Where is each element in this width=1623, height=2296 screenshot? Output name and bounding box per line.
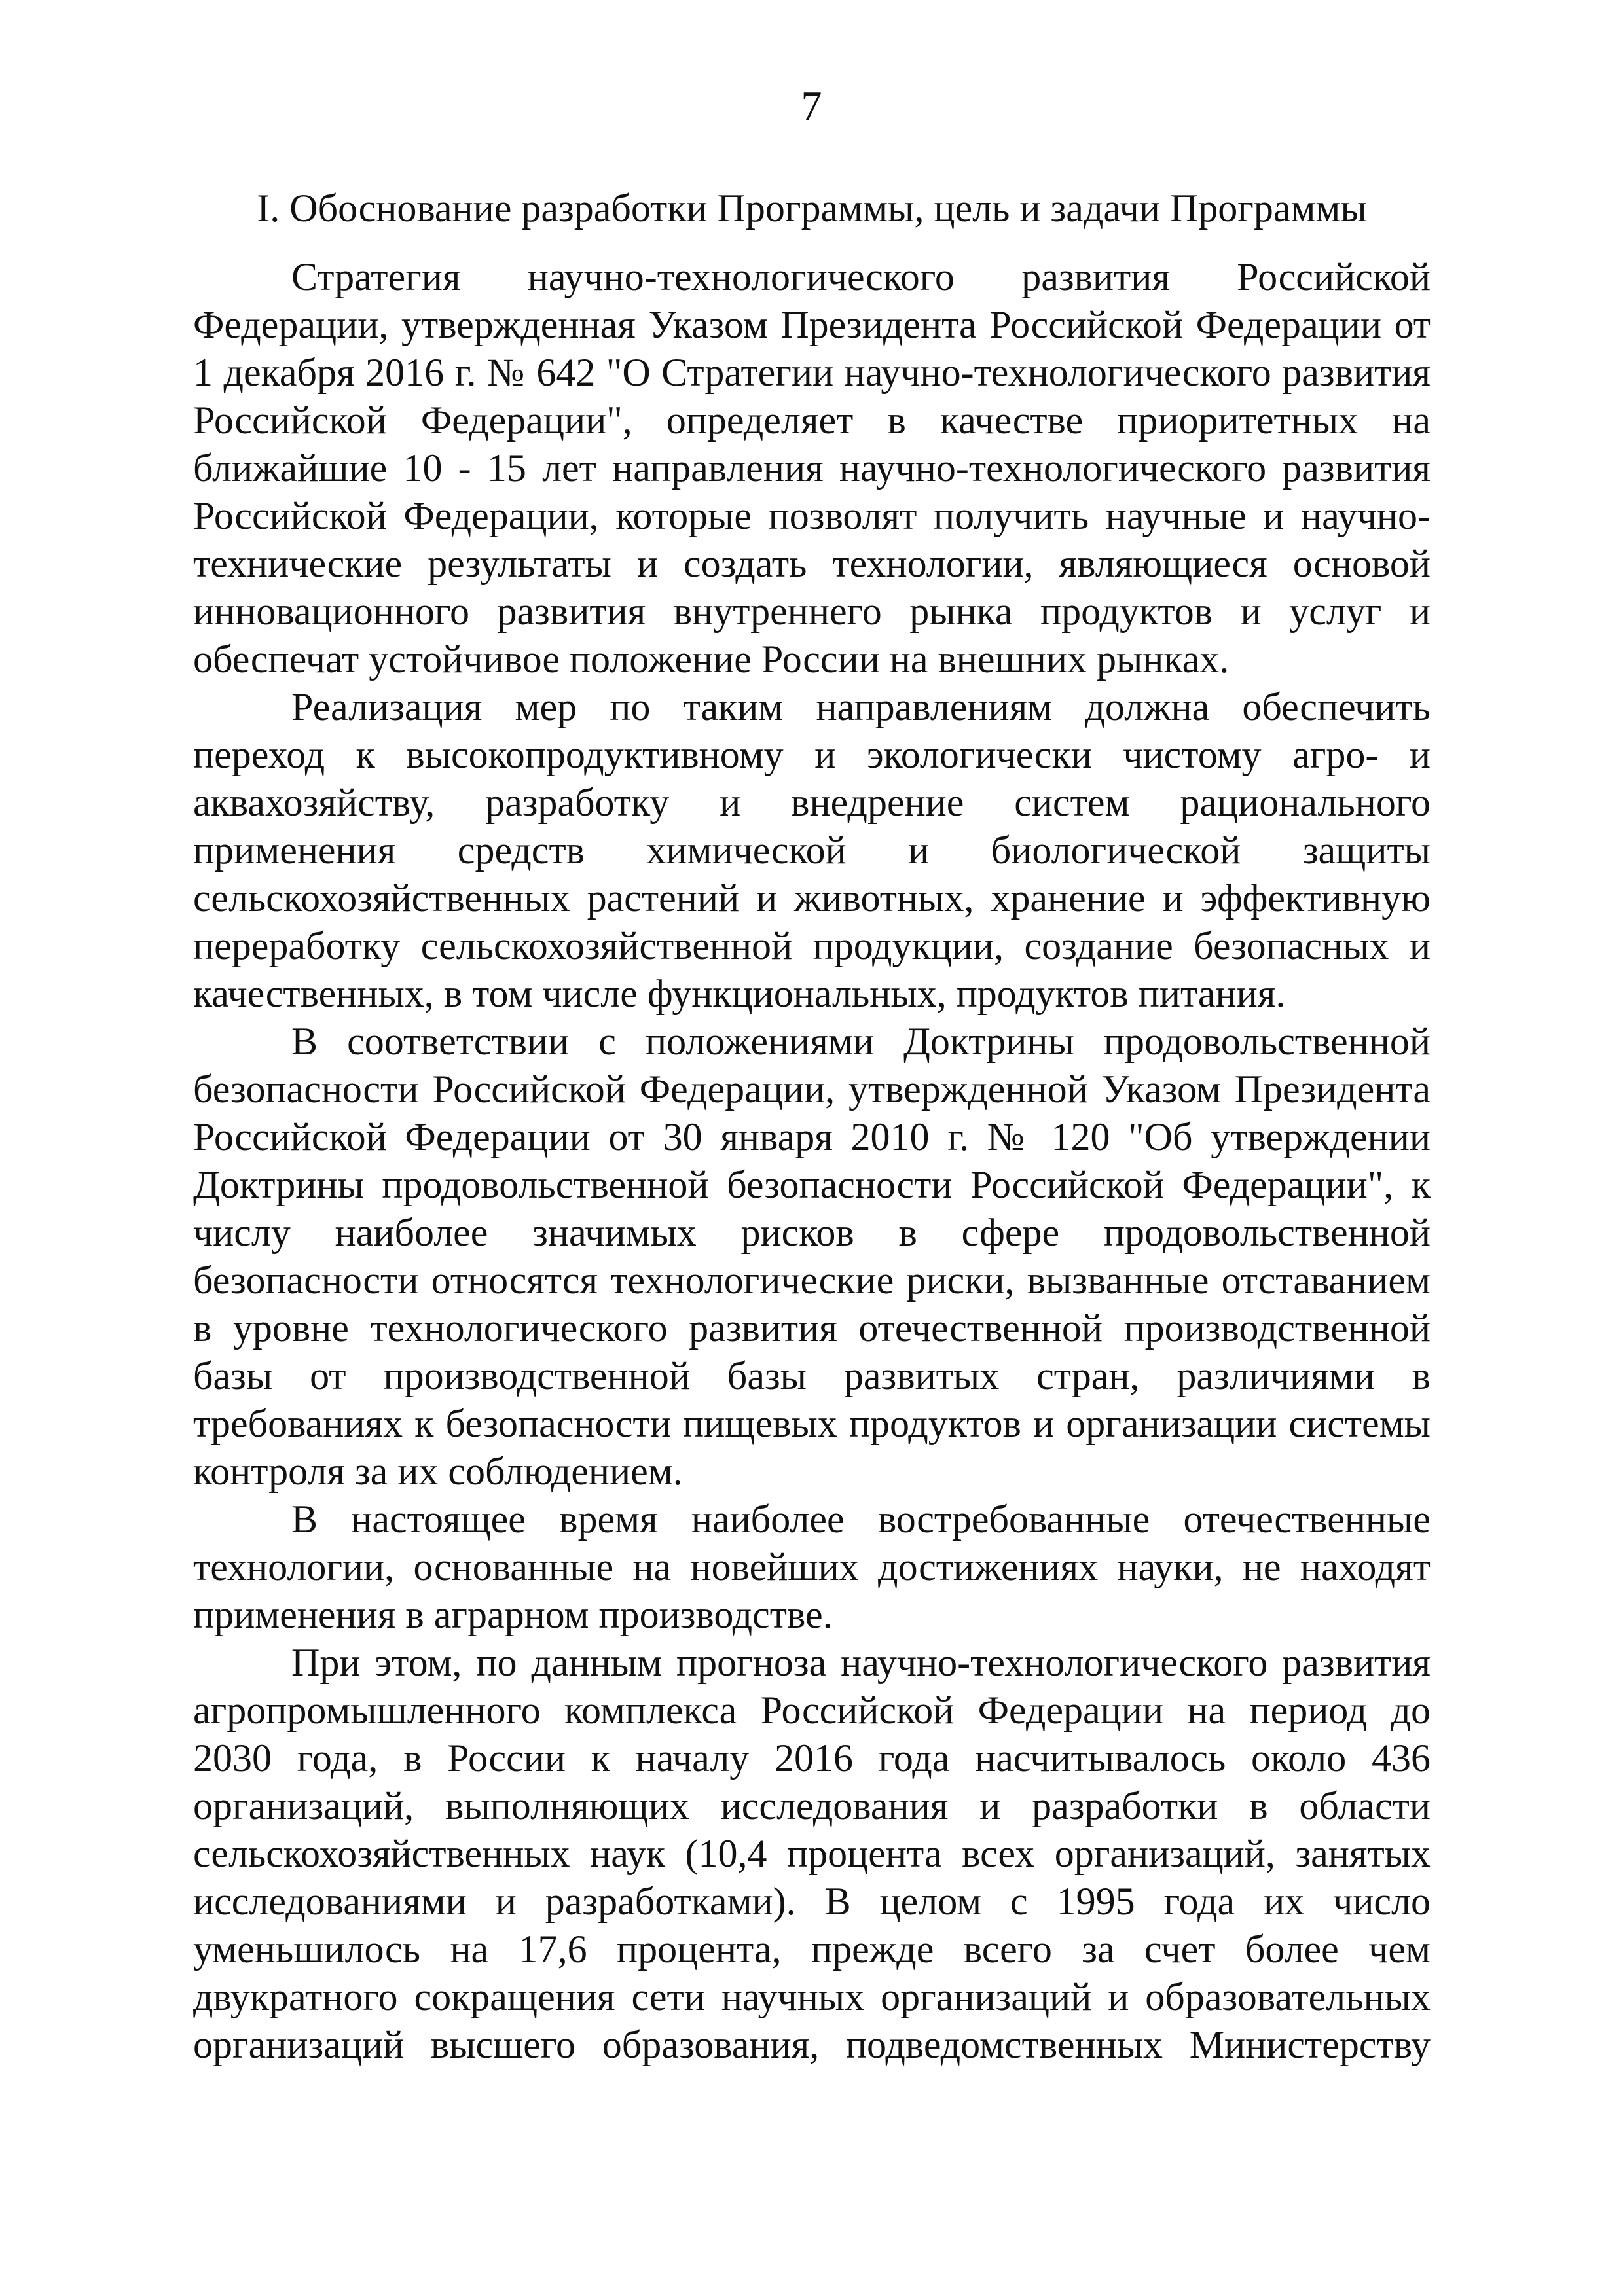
paragraph-strategy: Стратегия научно-технологического развития Российской Федерации, утвержденная Указом Президента Российской Федерации от 1 декабря 2016 г. № 642 "О Стратегии научно-технологического развития Российской Федерации", определяет в качестве приоритетных на ближайшие 10 - 15 лет направления научно-технологического развития Российской Федерации, которые позволят получить научные и научно-технические результаты и создать технологии, являющиеся основой инновационного развития внутреннего рынка продуктов и услуг и обеспечат устойчивое положение России на внешних рынках. [193, 255, 1431, 681]
page-number: 7 [801, 82, 822, 129]
body-text [193, 253, 1431, 2069]
paragraph-organizations: При этом, по данным прогноза научно-технологического развития агропромышленного комплекса Российской Федерации на период до 2030 года, в России к началу 2016 года насчитывалось около 436 организаций, выполняющих исследования и разработки в области сельскохозяйственных наук (10,4 процента всех организаций, занятых исследованиями и разработками). В целом с 1995 года их число уменьшилось на 17,6 процента, прежде всего за счет более чем двукратного сокращения сети научных организаций и образовательных организаций высшего образования, подведомственных Министерству [193, 1641, 1431, 2066]
paragraph-technologies: В настоящее время наиболее востребованные отечественные технологии, основанные на новейших достижениях науки, не находят применения в аграрном производстве. [193, 1498, 1431, 1636]
section-title: I. Обоснование разработки Программы, цель и задачи Программы [257, 187, 1367, 230]
paragraph-doctrine: В соответствии с положениями Доктрины продовольственной безопасности Российской Федерации, утвержденной Указом Президента Российской Федерации от 30 января 2010 г. № 120 "Об утверждении Доктрины продовольственной безопасности Российской Федерации", к числу наиболее значимых рисков в сфере продовольственной безопасности относятся технологические риски, вызванные отставанием в уровне технологического развития отечественной производственной базы от производственной базы развитых стран, различиями в требованиях к безопасности пищевых продуктов и организации системы контроля за их соблюдением. [193, 1020, 1431, 1493]
paragraph-measures: Реализация мер по таким направлениям должна обеспечить переход к высокопродуктивному и экологически чистому агро- и аквахозяйству, разработку и внедрение систем рационального применения средств химической и биологической защиты сельскохозяйственных растений и животных, хранение и эффективную переработку сельскохозяйственной продукции, создание безопасных и качественных, в том числе функциональных, продуктов питания. [193, 685, 1431, 1015]
